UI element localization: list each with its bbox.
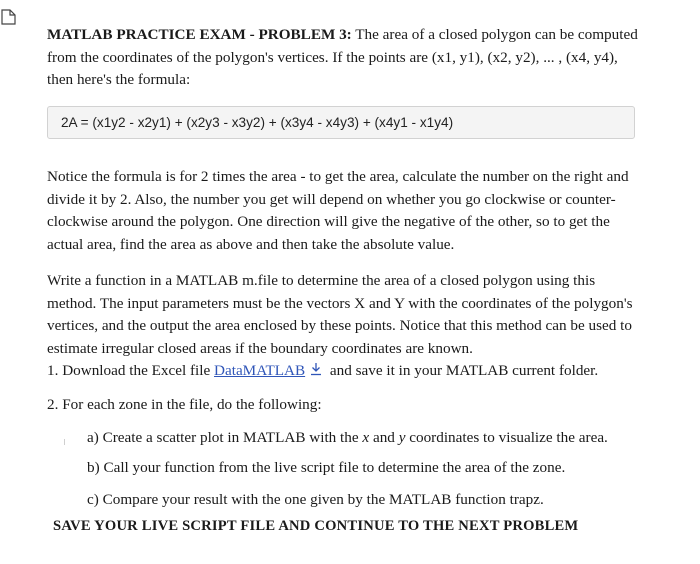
problem-title: MATLAB PRACTICE EXAM - PROBLEM 3: bbox=[47, 26, 352, 43]
area-formula: 2A = (x1y2 - x2y1) + (x2y3 - x3y2) + (x3y4 - x4y3) + (x4y1 - x1y4) bbox=[61, 115, 454, 130]
substep-a-and: and bbox=[369, 429, 399, 446]
substep-a-prefix: a) Create a scatter plot in MATLAB with the bbox=[87, 429, 363, 446]
step-1-prefix: 1. Download the Excel file bbox=[47, 362, 215, 379]
datamatlab-link[interactable]: DataMATLAB bbox=[214, 362, 306, 379]
task-paragraph bbox=[47, 255, 647, 375]
substep-b-text: b) Call your function from the live script file to determine the area of the zone. bbox=[87, 459, 566, 476]
page-outline-icon bbox=[1, 9, 17, 25]
final-instruction: SAVE YOUR LIVE SCRIPT FILE AND CONTINUE TO THE NEXT PROBLEM bbox=[53, 518, 579, 534]
step-2-text: 2. For each zone in the file, do the following: bbox=[47, 396, 322, 413]
substep-a-suffix: coordinates to visualize the area. bbox=[405, 429, 608, 446]
substep-a bbox=[87, 427, 608, 449]
substep-a-y: y bbox=[398, 429, 406, 446]
substep-b bbox=[87, 457, 565, 479]
formula-box bbox=[47, 106, 635, 139]
margin-mark bbox=[64, 439, 65, 445]
substep-c-text: c) Compare your result with the one given by the MATLAB function trapz. bbox=[87, 491, 544, 508]
notice-paragraph bbox=[47, 151, 647, 271]
step-1-suffix: and save it in your MATLAB current folder. bbox=[326, 362, 599, 379]
substep-c bbox=[87, 489, 544, 511]
substep-a-x: x bbox=[362, 429, 370, 446]
step-1 bbox=[47, 360, 598, 382]
intro-text: The area of a closed polygon can be computed from the coordinates of the polygon's vertices. If the points are (x1, y1), (x2, y2), ... , (x4, y4), then here's the formula: bbox=[47, 26, 638, 88]
intro-paragraph bbox=[47, 24, 647, 92]
download-arrow-icon[interactable] bbox=[309, 362, 323, 376]
notice-text: Notice the formula is for 2 times the area - to get the area, calculate the number on the right and divide it by 2. Also, the number you get will depend on whether you go clockwise or counter-clockwise around the polygon. One direction will give the negative of the other, so to get the actual area, find the area as above and then take the absolute value. bbox=[47, 168, 629, 253]
step-2 bbox=[47, 394, 322, 416]
task-text: Write a function in a MATLAB m.file to determine the area of a closed polygon using this method. The input parameters must be the vectors X and Y with the coordinates of the polygon's vertices, and the output the area enclosed by these points. Notice that this method can be used to estimate irregular closed areas if the boundary coordinates are known. bbox=[47, 272, 633, 357]
